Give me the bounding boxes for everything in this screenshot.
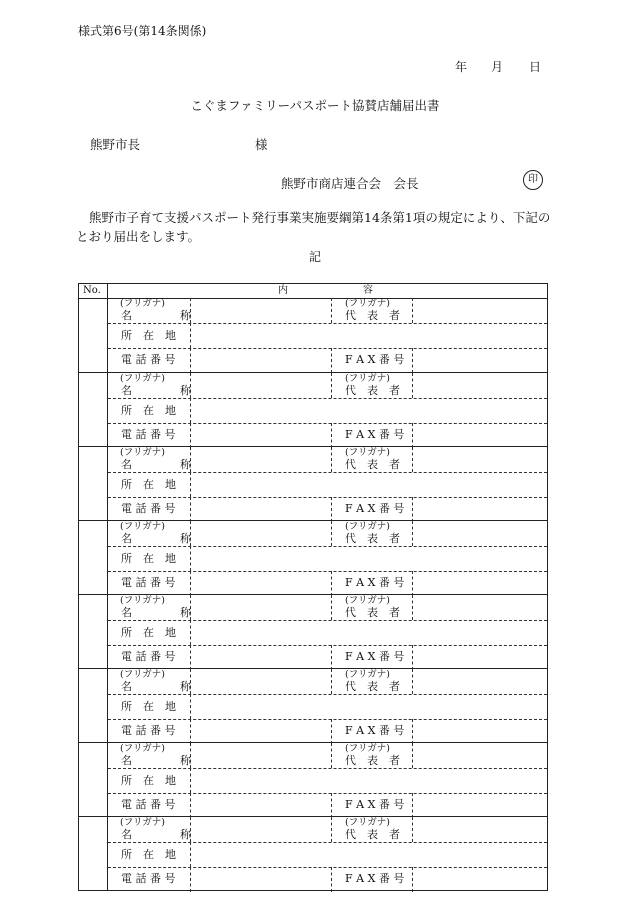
address-label: 所 在 地 bbox=[121, 848, 176, 861]
name-furigana-label: (フリガナ) bbox=[120, 298, 165, 309]
table-row bbox=[79, 446, 547, 520]
rep-label: 代 表 者 bbox=[345, 384, 400, 397]
name-furigana-label: (フリガナ) bbox=[120, 373, 165, 384]
address-field[interactable] bbox=[192, 842, 547, 866]
rep-furigana-label: (フリガナ) bbox=[345, 521, 390, 532]
fax-label: F A X 番 号 bbox=[345, 798, 405, 811]
rep-furigana-label: (フリガナ) bbox=[345, 595, 390, 606]
name-label-1: 名 bbox=[121, 384, 132, 397]
phone-label: 電 話 番 号 bbox=[121, 650, 176, 663]
column-no: No. bbox=[83, 285, 101, 296]
address-label: 所 在 地 bbox=[121, 329, 176, 342]
rep-label: 代 表 者 bbox=[345, 828, 400, 841]
name-label-2: 称 bbox=[180, 384, 191, 397]
address-row bbox=[108, 323, 547, 349]
rep-label: 代 表 者 bbox=[345, 309, 400, 322]
name-field[interactable] bbox=[192, 373, 328, 397]
name-field[interactable] bbox=[192, 669, 328, 693]
addressee bbox=[90, 135, 268, 153]
rep-field[interactable] bbox=[414, 743, 546, 767]
name-furigana-label: (フリガナ) bbox=[120, 743, 165, 754]
document-title: こぐまファミリーパスポート協賛店舗届出書 bbox=[190, 98, 440, 113]
address-row bbox=[108, 398, 547, 424]
rep-furigana-label: (フリガナ) bbox=[345, 373, 390, 384]
name-label-1: 名 bbox=[121, 532, 132, 545]
records-table bbox=[78, 283, 548, 891]
addressee-honorific: 様 bbox=[255, 137, 268, 152]
name-label-1: 名 bbox=[121, 828, 132, 841]
ki-heading: 記 bbox=[308, 250, 321, 264]
table-row bbox=[79, 520, 547, 594]
rep-field[interactable] bbox=[414, 447, 546, 471]
name-label-2: 称 bbox=[180, 754, 191, 767]
name-label-2: 称 bbox=[180, 309, 191, 322]
rep-furigana-label: (フリガナ) bbox=[345, 298, 390, 309]
name-field[interactable] bbox=[192, 521, 328, 545]
address-row bbox=[108, 694, 547, 720]
phone-field[interactable] bbox=[192, 645, 328, 668]
seal-mark: 印 bbox=[523, 170, 543, 190]
name-label-2: 称 bbox=[180, 532, 191, 545]
address-field[interactable] bbox=[192, 768, 547, 792]
phone-row bbox=[108, 348, 547, 373]
address-field[interactable] bbox=[192, 620, 547, 644]
column-content-2: 容 bbox=[363, 285, 373, 296]
rep-field[interactable] bbox=[414, 373, 546, 397]
phone-row bbox=[108, 867, 547, 892]
phone-label: 電 話 番 号 bbox=[121, 724, 176, 737]
fax-label: F A X 番 号 bbox=[345, 428, 405, 441]
name-field[interactable] bbox=[192, 743, 328, 767]
name-furigana-label: (フリガナ) bbox=[120, 595, 165, 606]
phone-row bbox=[108, 497, 547, 522]
name-label-1: 名 bbox=[121, 309, 132, 322]
table-header bbox=[79, 284, 547, 299]
date-day: 日 bbox=[529, 60, 542, 74]
name-field[interactable] bbox=[192, 298, 328, 322]
rep-label: 代 表 者 bbox=[345, 606, 400, 619]
name-field[interactable] bbox=[192, 595, 328, 619]
name-furigana-label: (フリガナ) bbox=[120, 521, 165, 532]
fax-field[interactable] bbox=[414, 867, 546, 890]
address-label: 所 在 地 bbox=[121, 774, 176, 787]
name-field[interactable] bbox=[192, 817, 328, 841]
rep-field[interactable] bbox=[414, 521, 546, 545]
address-row bbox=[108, 620, 547, 646]
rep-field[interactable] bbox=[414, 298, 546, 322]
phone-label: 電 話 番 号 bbox=[121, 428, 176, 441]
name-row bbox=[108, 447, 547, 473]
address-row bbox=[108, 842, 547, 868]
column-content-1: 内 bbox=[278, 285, 288, 296]
address-field[interactable] bbox=[192, 472, 547, 496]
fax-label: F A X 番 号 bbox=[345, 724, 405, 737]
name-row bbox=[108, 373, 547, 399]
table-row bbox=[79, 594, 547, 668]
rep-furigana-label: (フリガナ) bbox=[345, 447, 390, 458]
rep-label: 代 表 者 bbox=[345, 680, 400, 693]
table-row bbox=[79, 816, 547, 890]
name-label-2: 称 bbox=[180, 828, 191, 841]
name-label-2: 称 bbox=[180, 606, 191, 619]
phone-label: 電 話 番 号 bbox=[121, 872, 176, 885]
phone-row bbox=[108, 793, 547, 818]
name-row bbox=[108, 521, 547, 547]
fax-label: F A X 番 号 bbox=[345, 502, 405, 515]
rep-field[interactable] bbox=[414, 817, 546, 841]
rep-label: 代 表 者 bbox=[345, 754, 400, 767]
fax-label: F A X 番 号 bbox=[345, 353, 405, 366]
phone-label: 電 話 番 号 bbox=[121, 353, 176, 366]
address-field[interactable] bbox=[192, 694, 547, 718]
phone-label: 電 話 番 号 bbox=[121, 798, 176, 811]
phone-field[interactable] bbox=[192, 497, 328, 520]
column-content bbox=[278, 284, 373, 298]
phone-row bbox=[108, 423, 547, 448]
fax-field[interactable] bbox=[414, 719, 546, 742]
address-label: 所 在 地 bbox=[121, 478, 176, 491]
address-label: 所 在 地 bbox=[121, 552, 176, 565]
phone-field[interactable] bbox=[192, 348, 328, 371]
phone-field[interactable] bbox=[192, 423, 328, 446]
address-row bbox=[108, 546, 547, 572]
rep-label: 代 表 者 bbox=[345, 532, 400, 545]
form-number-label: 様式第6号(第14条関係) bbox=[78, 24, 207, 38]
fax-label: F A X 番 号 bbox=[345, 650, 405, 663]
name-row bbox=[108, 669, 547, 695]
address-field[interactable] bbox=[192, 398, 547, 422]
date-line bbox=[455, 58, 541, 75]
address-field[interactable] bbox=[192, 546, 547, 570]
phone-label: 電 話 番 号 bbox=[121, 502, 176, 515]
rep-furigana-label: (フリガナ) bbox=[345, 743, 390, 754]
name-furigana-label: (フリガナ) bbox=[120, 817, 165, 828]
name-furigana-label: (フリガナ) bbox=[120, 669, 165, 680]
name-label-1: 名 bbox=[121, 606, 132, 619]
address-row bbox=[108, 472, 547, 498]
fax-label: F A X 番 号 bbox=[345, 576, 405, 589]
body-text: 熊野市子育て支援パスポート発行事業実施要綱第14条第1項の規定により、下記のとおり届出をします。 bbox=[76, 210, 551, 244]
phone-row bbox=[108, 719, 547, 744]
address-label: 所 在 地 bbox=[121, 700, 176, 713]
table-row bbox=[79, 298, 547, 372]
phone-label: 電 話 番 号 bbox=[121, 576, 176, 589]
name-row bbox=[108, 743, 547, 769]
fax-field[interactable] bbox=[414, 645, 546, 668]
sender: 熊野市商店連合会 会長 bbox=[281, 176, 419, 191]
rep-field[interactable] bbox=[414, 669, 546, 693]
name-furigana-label: (フリガナ) bbox=[120, 447, 165, 458]
addressee-name: 熊野市長 bbox=[90, 137, 141, 152]
phone-field[interactable] bbox=[192, 867, 328, 890]
name-row bbox=[108, 817, 547, 843]
fax-label: F A X 番 号 bbox=[345, 872, 405, 885]
name-field[interactable] bbox=[192, 447, 328, 471]
fax-field[interactable] bbox=[414, 348, 546, 371]
fax-field[interactable] bbox=[414, 571, 546, 594]
table-row bbox=[79, 372, 547, 446]
rep-field[interactable] bbox=[414, 595, 546, 619]
rep-furigana-label: (フリガナ) bbox=[345, 817, 390, 828]
phone-field[interactable] bbox=[192, 571, 328, 594]
fax-field[interactable] bbox=[414, 423, 546, 446]
rep-label: 代 表 者 bbox=[345, 458, 400, 471]
address-field[interactable] bbox=[192, 323, 547, 347]
phone-field[interactable] bbox=[192, 793, 328, 816]
table-row bbox=[79, 742, 547, 816]
name-label-1: 名 bbox=[121, 754, 132, 767]
address-row bbox=[108, 768, 547, 794]
name-label-1: 名 bbox=[121, 680, 132, 693]
fax-field[interactable] bbox=[414, 793, 546, 816]
address-label: 所 在 地 bbox=[121, 626, 176, 639]
date-month: 月 bbox=[491, 60, 504, 74]
name-row bbox=[108, 298, 547, 324]
name-label-2: 称 bbox=[180, 680, 191, 693]
rep-furigana-label: (フリガナ) bbox=[345, 669, 390, 680]
name-row bbox=[108, 595, 547, 621]
phone-field[interactable] bbox=[192, 719, 328, 742]
table-row bbox=[79, 668, 547, 742]
name-label-1: 名 bbox=[121, 458, 132, 471]
name-label-2: 称 bbox=[180, 458, 191, 471]
phone-row bbox=[108, 571, 547, 596]
date-year: 年 bbox=[455, 60, 468, 74]
phone-row bbox=[108, 645, 547, 670]
address-label: 所 在 地 bbox=[121, 404, 176, 417]
fax-field[interactable] bbox=[414, 497, 546, 520]
